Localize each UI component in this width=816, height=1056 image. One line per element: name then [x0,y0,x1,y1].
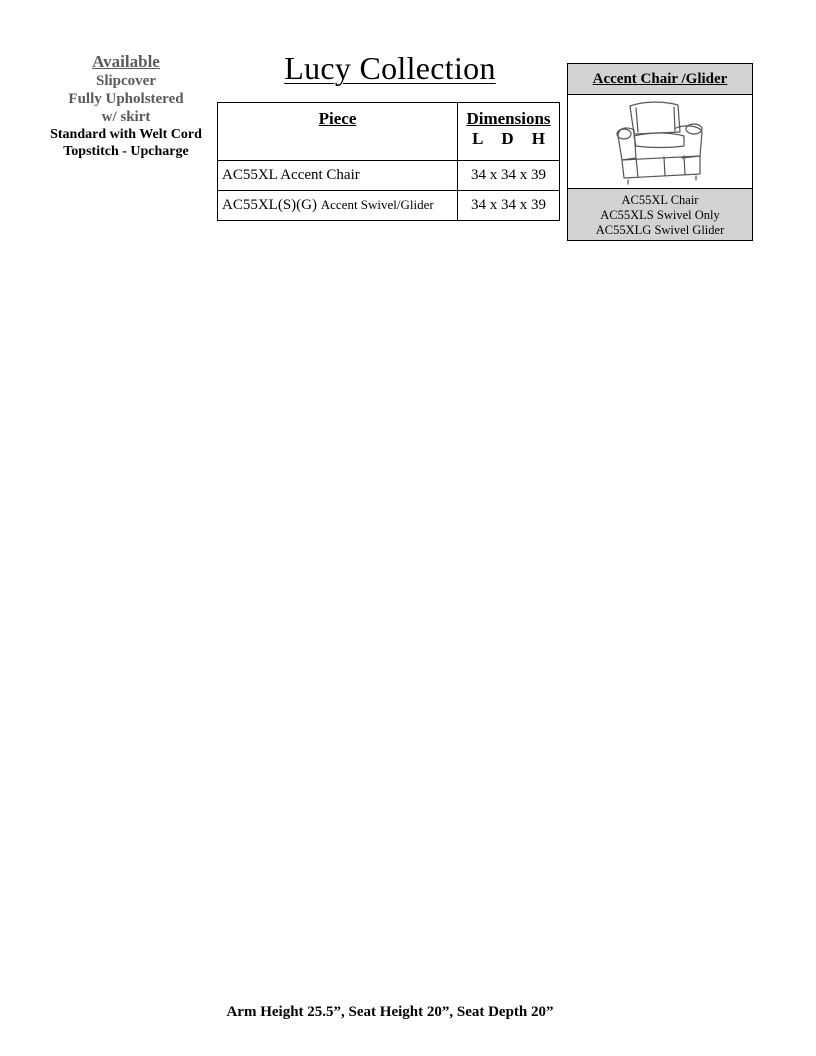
available-options [36,52,216,160]
armchair-sketch-icon [614,98,706,186]
dimensions-label: Dimensions [466,109,551,128]
dimensions-cell: 34 x 34 x 39 [458,191,560,221]
piece-code: AC55XL Accent Chair [222,167,360,183]
piece-description: Accent Swivel/Glider [320,197,434,212]
table-row [218,191,560,221]
chair-model-list [568,189,752,240]
piece-code: AC55XL(S)(G) [222,197,317,213]
chair-product-box [567,63,753,241]
column-header-piece: Piece [218,103,458,161]
chair-box-heading: Accent Chair /Glider [568,64,752,95]
table-header-row [218,103,560,161]
piece-cell [218,161,458,191]
option-welt-cord: Standard with Welt Cord [50,127,202,142]
table-row [218,161,560,191]
dim-l-label: L [472,129,484,148]
piece-cell [218,191,458,221]
dim-h-label: H [531,129,545,148]
available-heading: Available [92,52,160,71]
option-skirt: w/ skirt [101,109,151,125]
option-slipcover: Slipcover [96,73,156,89]
page-title: Lucy Collection [284,50,496,86]
chair-image [568,95,752,189]
pieces-table [217,102,560,221]
dim-d-label: D [501,129,514,148]
model-chair: AC55XL Chair [621,193,699,207]
footer-measurements: Arm Height 25.5”, Seat Height 20”, Seat Depth 20” [226,1004,554,1020]
model-swivel-glider: AC55XLG Swivel Glider [595,223,725,237]
model-swivel: AC55XLS Swivel Only [600,208,720,222]
dimensions-cell: 34 x 34 x 39 [458,161,560,191]
column-header-dimensions [458,103,560,161]
option-topstitch: Topstitch - Upcharge [63,144,189,159]
option-fully-upholstered: Fully Upholstered [68,91,184,107]
